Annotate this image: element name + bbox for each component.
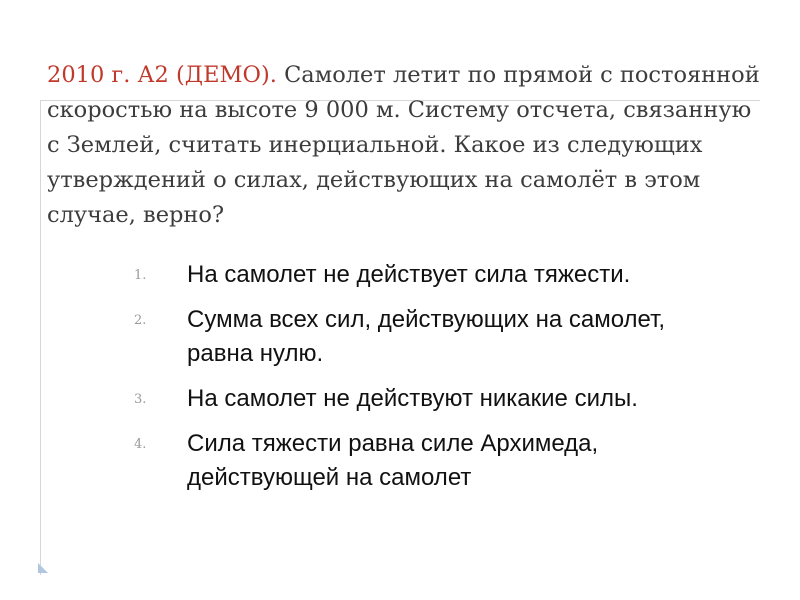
option-number: 1. [134,268,147,283]
option-number: 3. [134,392,147,407]
left-divider [40,100,41,575]
answer-option-2 [130,303,670,371]
answer-options [130,258,670,506]
option-text: На самолет не действуют никакие силы. [187,385,638,412]
answer-option-4 [130,427,670,495]
question-body: Самолет летит по прямой с постоянной скоростью на высоте 9 000 м. Систему отсчета, связанную с Землей, считать инерциальной. Какое из следующих утверждений о силах, действующих на самолёт в этом случае, верно? [47,62,760,228]
option-text: На самолет не действует сила тяжести. [187,261,631,288]
answer-option-1 [130,258,670,292]
question-prefix: 2010 г. А2 (ДЕМО). [47,62,277,88]
option-text: Сила тяжести равна силе Архимеда, действующей на самолет [187,430,599,491]
option-number: 4. [134,437,147,452]
answer-option-3 [130,382,670,416]
option-number: 2. [134,313,147,328]
option-text: Сумма всех сил, действующих на самолет, равна нулю. [187,306,666,367]
corner-arrow-icon [38,563,48,573]
question-text [47,58,767,233]
